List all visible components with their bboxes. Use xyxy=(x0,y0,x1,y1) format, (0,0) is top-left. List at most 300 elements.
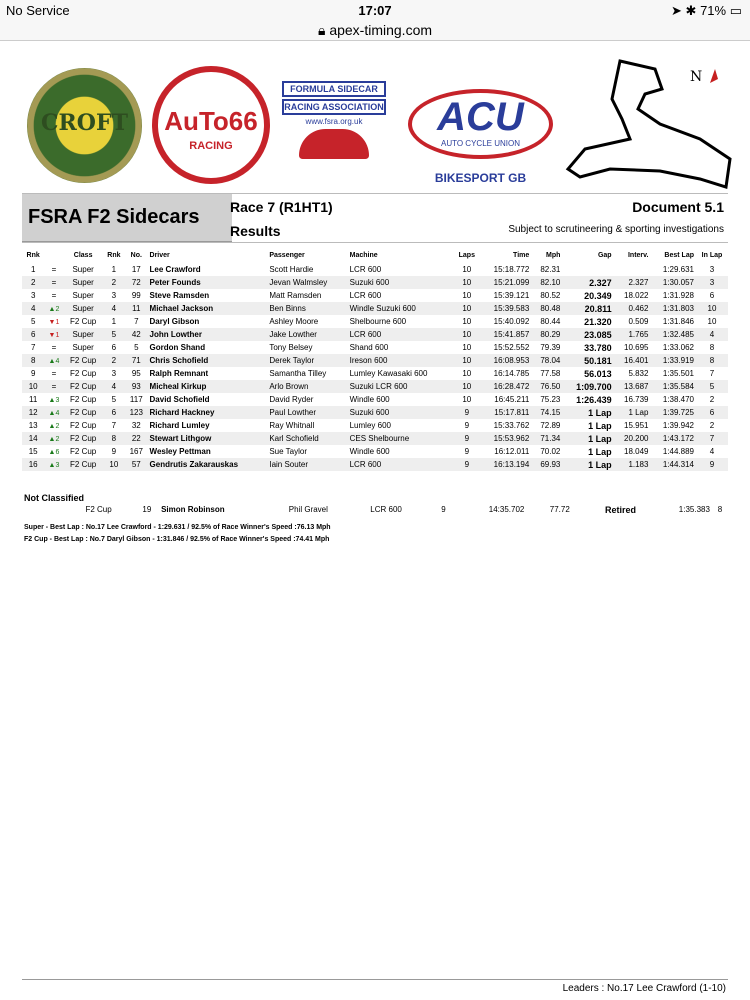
cell-best-lap: 1:35.383 xyxy=(678,505,710,514)
cell-rank: 4 xyxy=(22,302,44,315)
cell-interval xyxy=(638,503,646,516)
cell-passenger: Ashley Moore xyxy=(269,317,319,326)
cell-class-rank: 2 xyxy=(103,276,125,289)
cell-class-rank: 3 xyxy=(111,369,117,378)
arrow-up-icon: ▲ xyxy=(48,397,56,404)
cell-number: 5 xyxy=(134,343,139,352)
trend-count: 1 xyxy=(55,319,60,326)
cell-gap: 23.085 xyxy=(562,328,613,341)
arrow-up-icon: ▲ xyxy=(48,410,56,417)
cell-gap: 56.013 xyxy=(584,368,612,379)
cell-passenger: Derek Taylor xyxy=(267,354,347,367)
col-header: In Lap xyxy=(701,251,723,259)
cell-interval: 0.509 xyxy=(628,317,649,326)
cell-trend xyxy=(44,458,63,471)
cell-driver: Micheal Kirkup xyxy=(148,380,268,393)
cell-in-lap: 6 xyxy=(709,291,715,300)
cell-rank: 3 xyxy=(30,291,36,300)
cell-time: 15:21.099 xyxy=(480,276,531,289)
cell-passenger: Jake Lowther xyxy=(267,328,347,341)
table-row xyxy=(22,432,728,445)
cell-trend xyxy=(44,432,63,445)
cell-time: 16:12.011 xyxy=(494,447,530,456)
col-header: Class xyxy=(73,251,93,259)
col-header: Interv. xyxy=(627,251,649,259)
cell-rank: 6 xyxy=(22,328,44,341)
cell-class: F2 Cup xyxy=(70,395,97,404)
cell-time: 15:53.962 xyxy=(480,432,531,445)
cell-class: F2 Cup xyxy=(64,458,103,471)
cell-interval: 2.327 xyxy=(614,276,651,289)
cell-mph: 82.31 xyxy=(540,265,561,274)
cell-passenger: Phil Gravel xyxy=(288,505,328,514)
cell-mph: 72.89 xyxy=(540,421,561,430)
table-row xyxy=(22,263,728,276)
not-classified-table xyxy=(22,503,728,516)
cell-number: 72 xyxy=(125,276,147,289)
cell-class-rank: 10 xyxy=(103,458,125,471)
arrow-up-icon: ▲ xyxy=(48,462,56,469)
cell-rank: 5 xyxy=(30,317,36,326)
auto66-logo-text: AuTo66 xyxy=(164,106,258,136)
cell-laps: 9 xyxy=(454,458,480,471)
arrow-up-icon: ▲ xyxy=(48,436,56,443)
col-header: Passenger xyxy=(269,251,305,259)
cell-passenger: Tony Belsey xyxy=(269,343,313,352)
cell-gap: 33.780 xyxy=(584,342,612,353)
cell-mph: 76.50 xyxy=(531,380,562,393)
cell-gap: 1 Lap xyxy=(562,406,613,419)
cell-trend xyxy=(44,328,63,341)
cell-in-lap: 2 xyxy=(709,395,715,404)
cell-mph: 80.52 xyxy=(540,291,561,300)
cell-class: F2 Cup xyxy=(70,317,97,326)
cell-laps: 9 xyxy=(441,505,446,514)
arrow-up-icon: ▲ xyxy=(48,423,56,430)
cell-class-rank xyxy=(127,503,135,516)
col-header-trend xyxy=(44,247,63,263)
table-row xyxy=(22,302,728,315)
carrier-label: No Service xyxy=(6,3,70,18)
cell-machine: Windle 600 xyxy=(349,395,390,404)
cell-trend xyxy=(44,302,63,315)
cell-interval: 1.183 xyxy=(614,458,651,471)
cell-class-rank: 5 xyxy=(111,395,117,404)
cell-passenger: Matt Ramsden xyxy=(269,291,322,300)
cell-in-lap: 6 xyxy=(696,406,728,419)
cell-passenger: Ben Binns xyxy=(267,302,347,315)
cell-interval: 1.765 xyxy=(614,328,651,341)
cell-laps: 10 xyxy=(454,354,480,367)
cell-mph: 70.02 xyxy=(540,447,561,456)
cell-class: Super xyxy=(64,328,103,341)
arrow-down-icon: ▼ xyxy=(48,332,56,339)
cell-rank: 2 xyxy=(22,276,44,289)
table-row xyxy=(22,276,728,289)
arrow-up-icon: ▲ xyxy=(48,306,56,313)
cell-interval: 16.401 xyxy=(614,354,651,367)
arrow-down-icon: ▼ xyxy=(48,319,56,326)
cell-gap: 1:26.439 xyxy=(576,394,612,405)
cell-interval: 15.951 xyxy=(624,421,649,430)
table-row xyxy=(22,445,728,458)
cell-machine: LCR 600 xyxy=(370,505,402,514)
table-header-row xyxy=(22,247,728,263)
status-bar xyxy=(0,0,750,22)
cell-number: 57 xyxy=(125,458,147,471)
cell-class: Super xyxy=(72,291,94,300)
cell-driver: Gordon Shand xyxy=(149,343,206,352)
cell-passenger: Karl Schofield xyxy=(267,432,347,445)
cell-mph: 77.72 xyxy=(549,505,570,514)
divider xyxy=(22,242,728,243)
fsra-logo xyxy=(282,81,386,171)
cell-interval: 10.695 xyxy=(624,343,649,352)
equal-icon: = xyxy=(51,278,57,287)
cell-rank: 11 xyxy=(29,395,38,404)
cell-laps: 10 xyxy=(462,317,472,326)
fsra-url: www.fsra.org.uk xyxy=(305,117,363,126)
cell-class-rank: 5 xyxy=(103,328,125,341)
cell-mph: 78.04 xyxy=(531,354,562,367)
cell-class: F2 Cup xyxy=(70,421,97,430)
header-title-box xyxy=(22,193,232,242)
cell-in-lap: 4 xyxy=(709,447,715,456)
cell-time: 16:08.953 xyxy=(480,354,531,367)
cell-rank: 13 xyxy=(28,421,38,430)
trend-count: 2 xyxy=(55,306,60,313)
cell-gap: Retired xyxy=(604,504,636,515)
cell-machine: Windle 600 xyxy=(349,447,390,456)
cell-driver: Michael Jackson xyxy=(148,302,268,315)
cell-gap: 50.181 xyxy=(562,354,613,367)
cell-interval: 1 Lap xyxy=(614,406,651,419)
clock: 17:07 xyxy=(358,3,392,18)
cell-driver: Chris Schofield xyxy=(148,354,268,367)
cell-number: 7 xyxy=(134,317,139,326)
fsra-line2: RACING ASSOCIATION xyxy=(282,99,386,115)
auto66-logo-sub: RACING xyxy=(189,140,233,152)
cell-class-rank: 6 xyxy=(111,343,117,352)
cell-driver: Steve Ramsden xyxy=(149,291,210,300)
cell-interval: 20.200 xyxy=(614,432,651,445)
cell-driver: John Lowther xyxy=(148,328,268,341)
cell-time: 16:14.785 xyxy=(493,369,530,378)
cell-time: 14:35.702 xyxy=(488,505,525,514)
trend-count: 1 xyxy=(55,332,60,339)
cell-machine: Shand 600 xyxy=(349,343,389,352)
cell-machine: Suzuki LCR 600 xyxy=(348,380,454,393)
cell-time: 15:40.092 xyxy=(493,317,530,326)
cell-gap: 1 Lap xyxy=(562,458,613,471)
cell-time: 15:17.811 xyxy=(480,406,531,419)
cell-in-lap: 7 xyxy=(696,432,728,445)
table-row xyxy=(22,419,728,432)
cell-driver: Ralph Remnant xyxy=(149,369,209,378)
arrow-up-icon: ▲ xyxy=(48,449,56,456)
cell-class-rank: 2 xyxy=(103,354,125,367)
cell-laps: 10 xyxy=(462,369,472,378)
cell-class: F2 Cup xyxy=(64,432,103,445)
trend-count: 4 xyxy=(55,410,60,417)
cell-number: 42 xyxy=(125,328,147,341)
table-row xyxy=(22,354,728,367)
cell-machine: LCR 600 xyxy=(349,265,382,274)
cell-class-rank: 7 xyxy=(111,421,117,430)
cell-time: 15:41.857 xyxy=(480,328,531,341)
cell-in-lap: 8 xyxy=(717,505,723,514)
cell-rank: 16 xyxy=(22,458,44,471)
cell-number: 71 xyxy=(125,354,147,367)
cell-mph: 74.15 xyxy=(531,406,562,419)
cell-laps: 10 xyxy=(462,343,472,352)
croft-logo-text: CROFT xyxy=(41,110,128,136)
table-row xyxy=(22,289,728,302)
equal-icon: = xyxy=(51,291,57,300)
cell-best-lap: 1:35.501 xyxy=(662,369,694,378)
cell-gap: 1 Lap xyxy=(588,446,612,457)
cell-best-lap: 1:33.062 xyxy=(662,343,694,352)
cell-number: 32 xyxy=(131,421,141,430)
cell-passenger: Arlo Brown xyxy=(267,380,347,393)
cell-class: Super xyxy=(64,302,103,315)
cell-driver: Gendrutis Zakarauskas xyxy=(148,458,268,471)
cell-trend xyxy=(44,315,63,328)
cell-best-lap: 1:30.057 xyxy=(650,276,696,289)
cell-trend xyxy=(44,276,63,289)
cell-machine: Shelbourne 600 xyxy=(349,317,407,326)
cell-in-lap: 8 xyxy=(696,354,728,367)
cell-passenger: Sue Taylor xyxy=(269,447,307,456)
page-title: FSRA F2 Sidecars xyxy=(28,206,200,228)
cell-laps: 10 xyxy=(454,380,480,393)
cell-mph: 79.39 xyxy=(540,343,561,352)
cell-machine: Suzuki 600 xyxy=(348,276,454,289)
cell-best-lap: 1:43.172 xyxy=(650,432,696,445)
cell-gap: 1:09.700 xyxy=(562,380,613,393)
svg-text:N: N xyxy=(690,69,703,85)
cell-machine: Ireson 600 xyxy=(348,354,454,367)
cell-machine: LCR 600 xyxy=(348,458,454,471)
acu-logo-text: ACU xyxy=(437,95,524,139)
cell-best-lap: 1:39.725 xyxy=(650,406,696,419)
cell-number: 95 xyxy=(131,369,141,378)
cell-class: Super xyxy=(72,343,94,352)
cell-class-rank: 4 xyxy=(103,380,125,393)
cell-number: 17 xyxy=(131,265,141,274)
cell-time: 15:52.552 xyxy=(493,343,530,352)
cell-number: 117 xyxy=(129,395,143,404)
cell-interval: 5.832 xyxy=(628,369,649,378)
col-header: Mph xyxy=(546,251,561,259)
cell-driver: David Schofield xyxy=(149,395,210,404)
cell-number: 11 xyxy=(125,302,147,315)
battery-percent: 71% xyxy=(700,3,727,18)
cell-laps: 9 xyxy=(454,406,480,419)
cell-gap: 20.349 xyxy=(584,290,612,301)
cell-in-lap: 10 xyxy=(707,317,717,326)
cell-driver: Richard Hackney xyxy=(148,406,268,419)
results-table xyxy=(22,247,728,471)
url-text[interactable]: apex-timing.com xyxy=(329,22,433,38)
cell-number: 93 xyxy=(125,380,147,393)
cell-mph: 80.44 xyxy=(540,317,561,326)
col-header: Time xyxy=(513,251,530,259)
cell-passenger: Iain Souter xyxy=(267,458,347,471)
cell-class-rank: 6 xyxy=(103,406,125,419)
lock-icon: 🔒︎ xyxy=(317,22,326,38)
divider xyxy=(22,979,728,980)
cell-trend xyxy=(44,393,63,406)
cell-trend xyxy=(44,367,63,380)
table-row xyxy=(22,393,728,406)
cell-time: 16:13.194 xyxy=(480,458,531,471)
cell-laps: 9 xyxy=(454,432,480,445)
url-bar[interactable] xyxy=(0,22,750,41)
cell-trend xyxy=(44,354,63,367)
col-header: Laps xyxy=(458,251,475,259)
cell-in-lap: 5 xyxy=(696,380,728,393)
acu-logo-bike: BIKESPORT GB xyxy=(434,171,527,185)
trend-count: 3 xyxy=(55,397,60,404)
col-header: Driver xyxy=(149,251,170,259)
cell-number: 22 xyxy=(125,432,147,445)
cell-rank: 10 xyxy=(22,380,44,393)
cell-mph: 69.93 xyxy=(531,458,562,471)
col-header: Gap xyxy=(597,251,612,259)
cell-best-lap: 1:32.485 xyxy=(650,328,696,341)
cell-number: 167 xyxy=(129,447,143,456)
cell-best-lap: 1:31.846 xyxy=(662,317,694,326)
cell-rank: 7 xyxy=(30,343,36,352)
fsra-line1: FORMULA SIDECAR xyxy=(282,81,386,97)
cell-rank: 1 xyxy=(30,265,36,274)
cell-class: F2 Cup xyxy=(70,369,97,378)
sidecar-icon xyxy=(299,129,369,159)
cell-best-lap: 1:33.919 xyxy=(650,354,696,367)
cell-mph: 75.23 xyxy=(540,395,561,404)
cell-gap: 1 Lap xyxy=(562,432,613,445)
cell-driver: Stewart Lithgow xyxy=(148,432,268,445)
cell-class: Super xyxy=(72,265,94,274)
table-row xyxy=(22,406,728,419)
cell-mph: 71.34 xyxy=(531,432,562,445)
race-label: Race 7 (R1HT1) xyxy=(230,199,333,215)
cell-gap xyxy=(562,263,613,276)
cell-best-lap: 1:38.470 xyxy=(662,395,694,404)
leaders-summary: Leaders : No.17 Lee Crawford (1-10) xyxy=(562,983,726,994)
cell-passenger: Ray Whitnall xyxy=(269,421,315,430)
cell-time: 15:39.583 xyxy=(480,302,531,315)
cell-trend xyxy=(44,341,63,354)
cell-laps: 10 xyxy=(454,302,480,315)
trend-count: 2 xyxy=(55,436,60,443)
cell-laps: 10 xyxy=(454,276,480,289)
cell-in-lap: 10 xyxy=(696,302,728,315)
cell-trend xyxy=(44,289,63,302)
cell-interval: 18.022 xyxy=(624,291,649,300)
cell-in-lap: 9 xyxy=(696,458,728,471)
cell-passenger: David Ryder xyxy=(269,395,314,404)
table-row xyxy=(22,328,728,341)
col-header: Best Lap xyxy=(664,251,694,259)
divider xyxy=(22,193,728,194)
cell-time: 15:39.121 xyxy=(493,291,530,300)
cell-in-lap: 8 xyxy=(709,343,715,352)
cell-best-lap: 1:44.314 xyxy=(650,458,696,471)
table-row xyxy=(22,315,728,328)
cell-trend xyxy=(44,406,63,419)
cell-best-lap: 1:29.631 xyxy=(662,265,694,274)
cell-laps: 10 xyxy=(462,291,472,300)
cell-laps: 10 xyxy=(462,395,472,404)
cell-class: F2 Cup xyxy=(70,447,97,456)
trend-count: 2 xyxy=(55,423,60,430)
cell-gap: 20.811 xyxy=(562,302,613,315)
cell-class-rank: 3 xyxy=(111,291,117,300)
cell-rank: 12 xyxy=(22,406,44,419)
cell-passenger: Samantha Tilley xyxy=(269,369,327,378)
results-page xyxy=(10,41,740,994)
cell-driver: Simon Robinson xyxy=(161,505,225,514)
cell-gap: 21.320 xyxy=(584,316,612,327)
cell-trend xyxy=(44,419,63,432)
cell-best-lap: 1:35.584 xyxy=(650,380,696,393)
cell-laps: 9 xyxy=(464,447,470,456)
table-row xyxy=(22,341,728,354)
cell-driver: Wesley Pettman xyxy=(149,447,211,456)
cell-class: F2 Cup xyxy=(64,380,103,393)
equal-icon: = xyxy=(51,382,57,391)
cell-gap: 1 Lap xyxy=(588,420,612,431)
cell-time: 16:28.472 xyxy=(480,380,531,393)
cell-passenger: Paul Lowther xyxy=(267,406,347,419)
cell-in-lap: 7 xyxy=(709,369,715,378)
footnote-super: Super - Best Lap : No.17 Lee Crawford - 1:29.631 / 92.5% of Race Winner's Speed :76.13 Mph xyxy=(24,524,331,531)
cell-driver: Daryl Gibson xyxy=(149,317,200,326)
not-classified-label: Not Classified xyxy=(24,493,85,503)
cell-class-rank: 9 xyxy=(111,447,117,456)
col-header: No. xyxy=(130,251,142,259)
cell-in-lap: 4 xyxy=(696,328,728,341)
cell-best-lap: 1:31.928 xyxy=(662,291,694,300)
col-header: Rnk xyxy=(26,251,40,259)
trend-count: 4 xyxy=(55,358,60,365)
cell-class-rank: 4 xyxy=(103,302,125,315)
col-header: Rnk xyxy=(107,251,121,259)
cell-class: Super xyxy=(64,276,103,289)
cell-gap: 2.327 xyxy=(562,276,613,289)
battery-indicator: ➤ ✱ 71% ▭ xyxy=(671,3,742,18)
cell-machine: LCR 600 xyxy=(349,291,382,300)
cell-class-rank: 1 xyxy=(111,265,117,274)
cell-passenger: Jevan Walmsley xyxy=(267,276,347,289)
trend-count: 6 xyxy=(55,449,60,456)
col-header: Machine xyxy=(349,251,378,259)
cell-number: 123 xyxy=(125,406,147,419)
trend-count: 3 xyxy=(55,462,60,469)
cell-in-lap: 3 xyxy=(696,276,728,289)
cell-laps: 10 xyxy=(462,265,472,274)
results-label: Results xyxy=(230,223,281,239)
cell-interval: 0.462 xyxy=(614,302,651,315)
acu-logo xyxy=(408,89,553,185)
cell-interval xyxy=(614,263,651,276)
cell-best-lap: 1:31.803 xyxy=(650,302,696,315)
cell-time: 15:18.772 xyxy=(493,265,530,274)
equal-icon: = xyxy=(51,343,57,352)
cell-driver: Lee Crawford xyxy=(149,265,201,274)
